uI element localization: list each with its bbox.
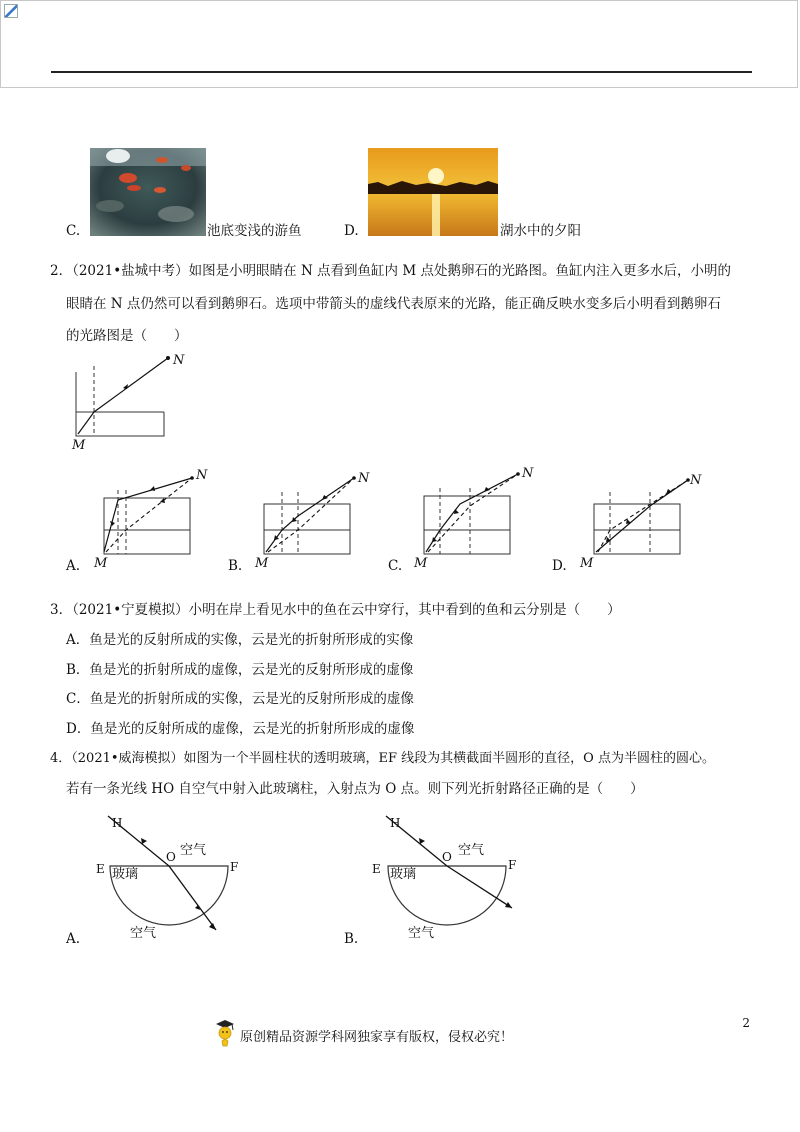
q2-diagram-d-n: N	[690, 473, 702, 488]
q2-main-label-m: M	[72, 438, 86, 453]
q4-b-label-glass: 玻璃	[390, 867, 417, 882]
q4-option-b: B.	[344, 931, 359, 947]
q2-diagram-d	[594, 478, 690, 554]
q1-option-c-text: 池底变浅的游鱼	[207, 223, 302, 239]
q1-option-d-letter: D.	[344, 223, 359, 239]
q1-option-c-letter: C.	[66, 223, 81, 239]
q4-option-a: A.	[66, 931, 81, 947]
q3-stem: 3．（2021•宁夏模拟）小明在岸上看见水中的鱼在云中穿行，其中看到的鱼和云分别是（ ）	[50, 602, 621, 618]
q2-main-label-n: N	[173, 353, 185, 368]
photo-pond-fish-image	[90, 148, 206, 236]
q4-b-label-air-top: 空气	[458, 843, 485, 858]
q4-stem-line1: 4．（2021•威海模拟）如图为一个半圆柱状的透明玻璃，EF 线段为其横截面半圆形的直径，O 点为半圆柱的圆心。	[50, 751, 715, 766]
q2-diagram-c-m: M	[414, 556, 428, 571]
point-n	[166, 356, 170, 360]
q1-option-d-text: 湖水中的夕阳	[500, 223, 581, 239]
photo-pond-fish	[90, 148, 206, 236]
q2-diagram-c-n: N	[522, 466, 534, 481]
page-number: 2	[742, 1016, 750, 1030]
q4-a-label-e: E	[96, 862, 105, 876]
broken-image-icon	[4, 4, 18, 18]
photo-lake-sunset	[368, 148, 498, 236]
q2-stem-line1: 2．（2021•盐城中考）如图是小明眼睛在 N 点看到鱼缸内 M 点处鹅卵石的光路图。鱼缸内注入更多水后，小明的	[50, 263, 731, 279]
q4-a-label-f: F	[230, 860, 239, 874]
q2-diagram-b-m: M	[255, 556, 269, 571]
q3-option-d: D．鱼是光的反射所成的虚像，云是光的折射所形成的虚像	[66, 721, 415, 737]
q2-option-c: C.	[388, 558, 403, 574]
q2-diagram-a-m: M	[94, 556, 108, 571]
q3-option-c: C．鱼是光的折射所成的实像，云是光的反射所形成的虚像	[66, 691, 414, 707]
q2-diagram-a	[104, 476, 194, 554]
footer-copyright: 原创精品资源学科网独家享有版权，侵权必究！	[240, 1030, 514, 1045]
q2-diagram-a-n: N	[196, 468, 208, 483]
photo-lake-sunset-image	[368, 148, 498, 236]
q4-b-label-o: O	[442, 850, 452, 864]
q2-diagram-d-m: M	[580, 556, 594, 571]
q2-diagram-b	[264, 476, 356, 554]
q4-b-label-e: E	[372, 862, 381, 876]
q2-stem-line2: 眼睛在 N 点仍然可以看到鹅卵石。选项中带箭头的虚线代表原来的光路，能正确反映水变多后小明看到鹅卵石	[66, 296, 721, 312]
ray-in-air	[94, 358, 168, 412]
q3-option-a: A．鱼是光的反射所成的实像，云是光的折射所形成的实像	[66, 632, 414, 648]
q2-option-d: D.	[552, 558, 567, 574]
q4-a-label-air-bottom: 空气	[130, 926, 157, 941]
q4-stem-line2: 若有一条光线 HO 自空气中射入此玻璃柱，入射点为 O 点。则下列光折射路径正确的是（ ）	[66, 781, 644, 797]
q4-b-label-air-bottom: 空气	[408, 926, 435, 941]
q4-a-label-h: H	[112, 816, 123, 830]
q2-stem-line3: 的光路图是（ ）	[66, 328, 188, 344]
q2-diagram-b-n: N	[358, 471, 370, 486]
header-rule	[51, 71, 752, 73]
tank-outline	[76, 372, 164, 436]
q4-a-label-air-top: 空气	[180, 843, 207, 858]
q2-diagram-c	[424, 472, 520, 554]
q4-a-label-glass: 玻璃	[112, 867, 139, 882]
q4-b-label-h: H	[390, 816, 401, 830]
page-header	[0, 0, 798, 88]
mascot-logo-icon	[212, 1018, 238, 1048]
q2-option-a: A.	[66, 558, 81, 574]
q3-option-b: B．鱼是光的折射所成的虚像，云是光的反射所形成的虚像	[66, 662, 414, 678]
ray-in-water	[78, 412, 94, 434]
q2-option-b: B.	[228, 558, 243, 574]
q4-b-label-f: F	[508, 858, 517, 872]
q4-a-label-o: O	[166, 850, 176, 864]
